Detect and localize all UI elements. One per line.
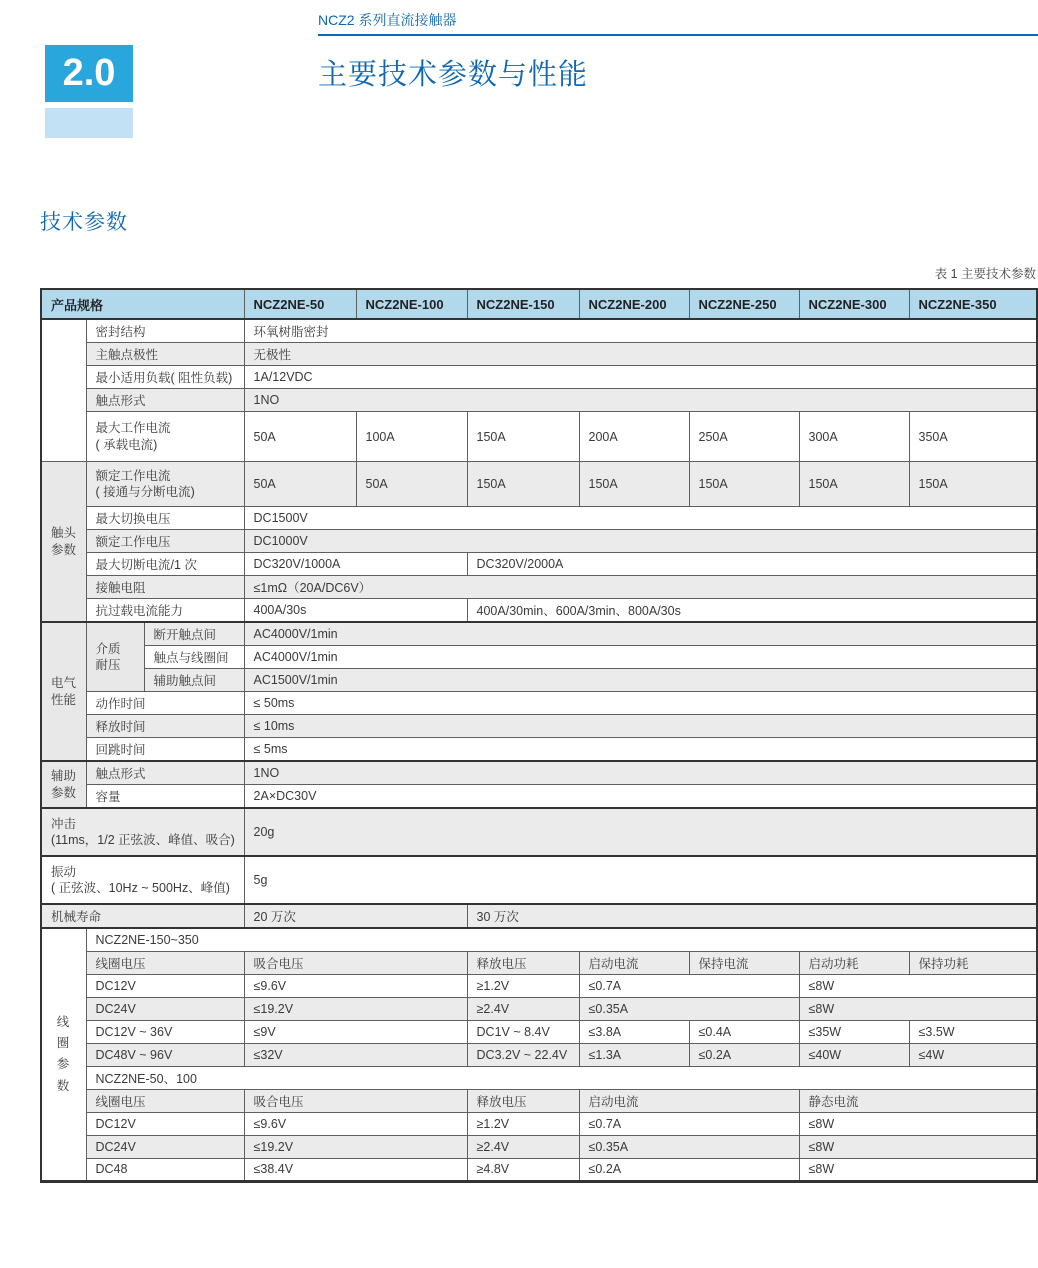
spec-table xyxy=(40,288,1038,1183)
value-cell: DC320V/1000A xyxy=(244,553,467,576)
value-cell: 200A xyxy=(579,412,689,462)
dielectric-label-cell: 介质 耐压 xyxy=(86,622,144,692)
row-label-cell: 释放时间 xyxy=(86,715,244,738)
table-caption: 表 1 主要技术参数 xyxy=(934,267,1036,281)
table-row xyxy=(41,692,1037,715)
table-row xyxy=(41,1112,1037,1135)
value-cell: DC320V/2000A xyxy=(467,553,1037,576)
coil-value-cell: ≤32V xyxy=(244,1043,467,1066)
coil-value-cell: ≤8W xyxy=(799,1158,1037,1181)
model-header-cell: NCZ2NE-350 xyxy=(909,289,1037,319)
coil-value-cell: ≤19.2V xyxy=(244,997,467,1020)
value-cell: 30 万次 xyxy=(467,904,1037,928)
page-title: 主要技术参数与性能 xyxy=(318,59,589,91)
value-cell: ≤1mΩ（20A/DC6V） xyxy=(244,576,1037,599)
coil-value-cell: ≥1.2V xyxy=(467,974,579,997)
table-row xyxy=(41,738,1037,762)
row-label-cell: 最大切换电压 xyxy=(86,507,244,530)
coil-value-cell: ≤40W xyxy=(799,1043,909,1066)
row-label-cell: 触点形式 xyxy=(86,761,244,785)
coil-value-cell: ≤0.35A xyxy=(579,997,799,1020)
value-cell: 150A xyxy=(909,462,1037,507)
value-cell: 150A xyxy=(467,462,579,507)
table-row xyxy=(41,1135,1037,1158)
table-header-row xyxy=(41,289,1037,319)
table-row xyxy=(41,646,1037,669)
table-row xyxy=(41,530,1037,553)
value-cell: DC1500V xyxy=(244,507,1037,530)
coil-value-cell: DC48 xyxy=(86,1158,244,1181)
table-row xyxy=(41,553,1037,576)
value-cell: 50A xyxy=(244,462,356,507)
value-cell: 250A xyxy=(689,412,799,462)
row-label-cell: 断开触点间 xyxy=(144,622,244,646)
coil-value-cell: DC3.2V ~ 22.4V xyxy=(467,1043,579,1066)
doc-header: NCZ2 系列直流接触器 xyxy=(318,12,457,28)
sub-table-title-cell: NCZ2NE-50、100 xyxy=(86,1066,1037,1089)
value-cell: AC1500V/1min xyxy=(244,669,1037,692)
table-row xyxy=(41,389,1037,412)
coil-value-cell: ≥2.4V xyxy=(467,1135,579,1158)
coil-value-cell: ≤3.5W xyxy=(909,1020,1037,1043)
coil-value-cell: ≤8W xyxy=(799,1135,1037,1158)
table-row xyxy=(41,622,1037,646)
coil-header-cell: 吸合电压 xyxy=(244,1089,467,1112)
coil-header-cell: 启动电流 xyxy=(579,1089,799,1112)
value-cell: ≤ 50ms xyxy=(244,692,1037,715)
coil-value-cell: ≤0.4A xyxy=(689,1020,799,1043)
model-header-cell: NCZ2NE-100 xyxy=(356,289,467,319)
header-rule xyxy=(318,34,1038,36)
coil-value-cell: DC24V xyxy=(86,997,244,1020)
coil-value-cell: ≤9V xyxy=(244,1020,467,1043)
coil-header-cell: 释放电压 xyxy=(467,951,579,974)
model-header-cell: NCZ2NE-200 xyxy=(579,289,689,319)
coil-value-cell: ≤3.8A xyxy=(579,1020,689,1043)
product-spec-header-cell: 产品规格 xyxy=(41,289,244,319)
table-row xyxy=(41,1066,1037,1089)
value-cell: 无极性 xyxy=(244,343,1037,366)
coil-value-cell: DC12V xyxy=(86,1112,244,1135)
coil-value-cell: ≤1.3A xyxy=(579,1043,689,1066)
coil-value-cell: ≤0.7A xyxy=(579,974,799,997)
coil-value-cell: ≤8W xyxy=(799,997,1037,1020)
coil-header-cell: 释放电压 xyxy=(467,1089,579,1112)
coil-value-cell: ≤0.2A xyxy=(689,1043,799,1066)
table-row xyxy=(41,1089,1037,1112)
model-header-cell: NCZ2NE-300 xyxy=(799,289,909,319)
table-row xyxy=(41,462,1037,507)
table-row xyxy=(41,507,1037,530)
row-label-cell: 额定工作电流 ( 接通与分断电流) xyxy=(86,462,244,507)
table-row xyxy=(41,761,1037,785)
coil-value-cell: ≤9.6V xyxy=(244,1112,467,1135)
model-header-cell: NCZ2NE-250 xyxy=(689,289,799,319)
row-label-cell: 主触点极性 xyxy=(86,343,244,366)
coil-value-cell: DC1V ~ 8.4V xyxy=(467,1020,579,1043)
table-row xyxy=(41,715,1037,738)
row-label-cell: 冲击 (11ms，1/2 正弦波、峰值、吸合) xyxy=(41,808,244,856)
row-label-cell: 容量 xyxy=(86,785,244,809)
group-label-cell: 辅助 参数 xyxy=(41,761,86,808)
row-label-cell: 额定工作电压 xyxy=(86,530,244,553)
row-label-cell: 回跳时间 xyxy=(86,738,244,762)
value-cell: 150A xyxy=(689,462,799,507)
table-row xyxy=(41,1020,1037,1043)
value-cell: 50A xyxy=(356,462,467,507)
value-cell: 400A/30min、600A/3min、800A/30s xyxy=(467,599,1037,623)
table-row xyxy=(41,319,1037,343)
row-label-cell: 振动 ( 正弦波、10Hz ~ 500Hz、峰值) xyxy=(41,856,244,904)
table-row xyxy=(41,974,1037,997)
coil-value-cell: ≤0.7A xyxy=(579,1112,799,1135)
table-row xyxy=(41,366,1037,389)
table-row xyxy=(41,928,1037,951)
row-label-cell: 辅助触点间 xyxy=(144,669,244,692)
model-header-cell: NCZ2NE-150 xyxy=(467,289,579,319)
value-cell: 50A xyxy=(244,412,356,462)
table-row xyxy=(41,904,1037,928)
table-row xyxy=(41,599,1037,623)
coil-value-cell: ≤8W xyxy=(799,1112,1037,1135)
row-label-cell: 抗过载电流能力 xyxy=(86,599,244,623)
coil-value-cell: ≤0.35A xyxy=(579,1135,799,1158)
row-label-cell: 最小适用负载( 阻性负载) xyxy=(86,366,244,389)
table-row xyxy=(41,1043,1037,1066)
coil-value-cell: DC48V ~ 96V xyxy=(86,1043,244,1066)
value-cell: 150A xyxy=(799,462,909,507)
coil-value-cell: ≥2.4V xyxy=(467,997,579,1020)
value-cell: 400A/30s xyxy=(244,599,467,623)
value-cell: ≤ 5ms xyxy=(244,738,1037,762)
value-cell: 100A xyxy=(356,412,467,462)
coil-header-cell: 启动电流 xyxy=(579,951,689,974)
coil-value-cell: DC12V xyxy=(86,974,244,997)
coil-value-cell: ≤19.2V xyxy=(244,1135,467,1158)
value-cell: 150A xyxy=(467,412,579,462)
value-cell: 300A xyxy=(799,412,909,462)
row-label-cell: 触点与线圈间 xyxy=(144,646,244,669)
group-label-cell: 电气 性能 xyxy=(41,622,86,761)
value-cell: AC4000V/1min xyxy=(244,646,1037,669)
coil-header-cell: 线圈电压 xyxy=(86,951,244,974)
row-label-cell: 触点形式 xyxy=(86,389,244,412)
value-cell: 2A×DC30V xyxy=(244,785,1037,809)
table-row xyxy=(41,1158,1037,1181)
table-row xyxy=(41,997,1037,1020)
coil-value-cell: ≤4W xyxy=(909,1043,1037,1066)
table-row xyxy=(41,576,1037,599)
coil-value-cell: ≤38.4V xyxy=(244,1158,467,1181)
row-label-cell: 接触电阻 xyxy=(86,576,244,599)
coil-header-cell: 保持功耗 xyxy=(909,951,1037,974)
model-header-cell: NCZ2NE-50 xyxy=(244,289,356,319)
row-label-cell: 最大工作电流 ( 承载电流) xyxy=(86,412,244,462)
coil-value-cell: ≥4.8V xyxy=(467,1158,579,1181)
value-cell: 环氧树脂密封 xyxy=(244,319,1037,343)
table-row xyxy=(41,785,1037,809)
sub-table-title-cell: NCZ2NE-150~350 xyxy=(86,928,1037,951)
group-spacer-cell xyxy=(41,319,86,462)
row-label-cell: 密封结构 xyxy=(86,319,244,343)
section-number-badge: 2.0 xyxy=(45,45,133,102)
value-cell: AC4000V/1min xyxy=(244,622,1037,646)
value-cell: 1NO xyxy=(244,761,1037,785)
table-row xyxy=(41,343,1037,366)
value-cell: 20 万次 xyxy=(244,904,467,928)
value-cell: 150A xyxy=(579,462,689,507)
table-row xyxy=(41,951,1037,974)
value-cell: DC1000V xyxy=(244,530,1037,553)
coil-value-cell: ≤35W xyxy=(799,1020,909,1043)
value-cell: 350A xyxy=(909,412,1037,462)
coil-header-cell: 吸合电压 xyxy=(244,951,467,974)
section-badge-shadow xyxy=(45,108,133,138)
coil-value-cell: DC24V xyxy=(86,1135,244,1158)
coil-header-cell: 保持电流 xyxy=(689,951,799,974)
row-label-cell: 机械寿命 xyxy=(41,904,244,928)
coil-value-cell: DC12V ~ 36V xyxy=(86,1020,244,1043)
row-label-cell: 最大切断电流/1 次 xyxy=(86,553,244,576)
value-cell: 1A/12VDC xyxy=(244,366,1037,389)
table-row xyxy=(41,669,1037,692)
coil-header-cell: 启动功耗 xyxy=(799,951,909,974)
table-row xyxy=(41,808,1037,856)
value-cell: 20g xyxy=(244,808,1037,856)
value-cell: ≤ 10ms xyxy=(244,715,1037,738)
section-title: 技术参数 xyxy=(40,211,128,234)
group-label-cell: 触头 参数 xyxy=(41,462,86,623)
coil-header-cell: 线圈电压 xyxy=(86,1089,244,1112)
value-cell: 1NO xyxy=(244,389,1037,412)
table-row xyxy=(41,412,1037,462)
group-label-cell: 线圈参数 xyxy=(41,928,86,1181)
coil-value-cell: ≤9.6V xyxy=(244,974,467,997)
coil-value-cell: ≤8W xyxy=(799,974,1037,997)
coil-value-cell: ≥1.2V xyxy=(467,1112,579,1135)
value-cell: 5g xyxy=(244,856,1037,904)
row-label-cell: 动作时间 xyxy=(86,692,244,715)
table-row xyxy=(41,856,1037,904)
coil-value-cell: ≤0.2A xyxy=(579,1158,799,1181)
coil-header-cell: 静态电流 xyxy=(799,1089,1037,1112)
